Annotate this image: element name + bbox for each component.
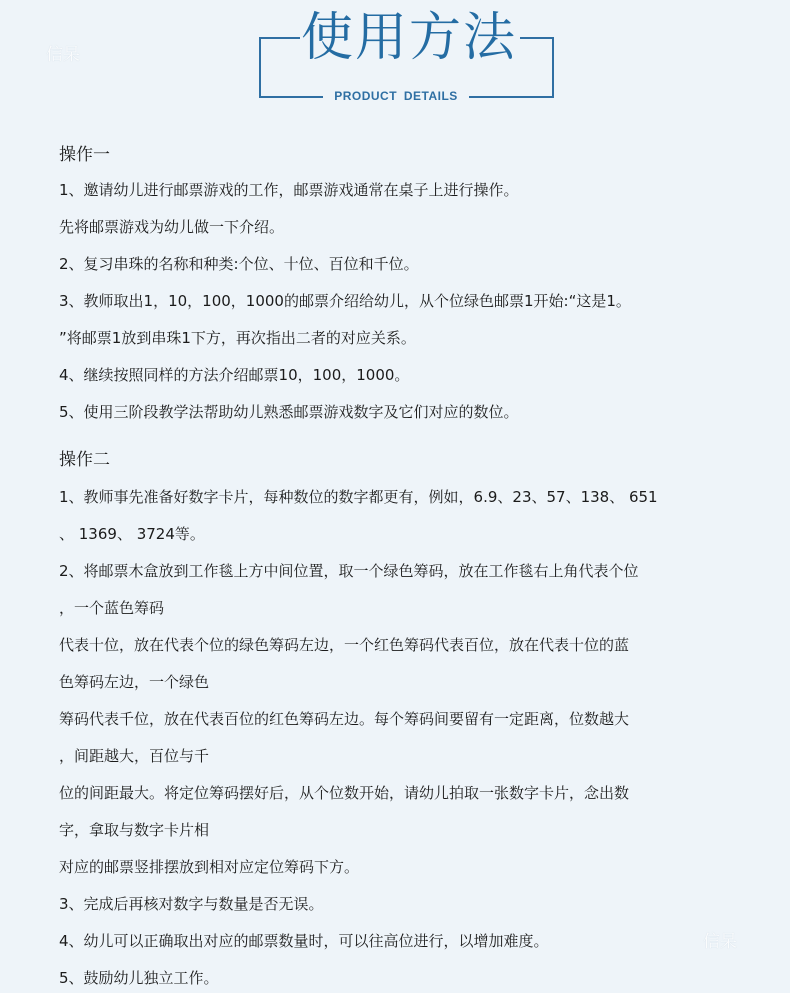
instruction-line: 3、教师取出1，10，100，1000的邮票介绍给幼儿，从个位绿色邮票1开始:“这是1。: [59, 292, 631, 310]
instruction-line: 色筹码左边，一个绿色: [59, 673, 210, 691]
instruction-line: 1、教师事先准备好数字卡片，每种数位的数字都更有，例如，6.9、23、57、138、 651: [59, 488, 658, 506]
instruction-line: 5、鼓励幼儿独立工作。: [59, 969, 219, 987]
instruction-line: ，一个蓝色筹码: [59, 599, 165, 617]
instruction-line: 先将邮票游戏为幼儿做一下介绍。: [59, 218, 285, 236]
watermark-top: 信呆: [46, 45, 80, 65]
instruction-line: 4、幼儿可以正确取出对应的邮票数量时，可以往高位进行，以增加难度。: [59, 932, 549, 950]
instruction-line: 字，拿取与数字卡片相: [59, 821, 210, 839]
instruction-line: 3、完成后再核对数字与数量是否无误。: [59, 895, 324, 913]
instruction-line: ”将邮票1放到串珠1下方，再次指出二者的对应关系。: [59, 329, 416, 347]
section-heading: 操作一: [59, 145, 110, 165]
page-title: 使用方法: [300, 8, 517, 68]
instruction-line: 、 1369、 3724等。: [59, 525, 205, 543]
instruction-line: 代表十位，放在代表个位的绿色筹码左边，一个红色筹码代表百位，放在代表十位的蓝: [59, 636, 630, 654]
instruction-line: 2、将邮票木盒放到工作毯上方中间位置，取一个绿色筹码，放在工作毯右上角代表个位: [59, 562, 639, 580]
instruction-line: 位的间距最大。将定位筹码摆好后，从个位数开始，请幼儿拍取一张数字卡片，念出数: [59, 784, 630, 802]
instruction-line: 1、邀请幼儿进行邮票游戏的工作，邮票游戏通常在桌子上进行操作。: [59, 181, 519, 199]
header: [0, 0, 790, 115]
instruction-line: 筹码代表千位，放在代表百位的红色筹码左边。每个筹码间要留有一定距离，位数越大: [59, 710, 630, 728]
instruction-line: 4、继续按照同样的方法介绍邮票10，100，1000。: [59, 366, 410, 384]
instruction-line: 对应的邮票竖排摆放到相对应定位筹码下方。: [59, 858, 360, 876]
watermark-bottom: 信呆: [703, 932, 737, 952]
instruction-line: 2、复习串珠的名称和种类:个位、十位、百位和千位。: [59, 255, 419, 273]
instruction-line: 5、使用三阶段教学法帮助幼儿熟悉邮票游戏数字及它们对应的数位。: [59, 403, 519, 421]
section-heading: 操作二: [59, 450, 110, 470]
instruction-line: ，间距越大，百位与千: [59, 747, 210, 765]
page-subtitle: PRODUCT DETAILS: [334, 89, 458, 103]
